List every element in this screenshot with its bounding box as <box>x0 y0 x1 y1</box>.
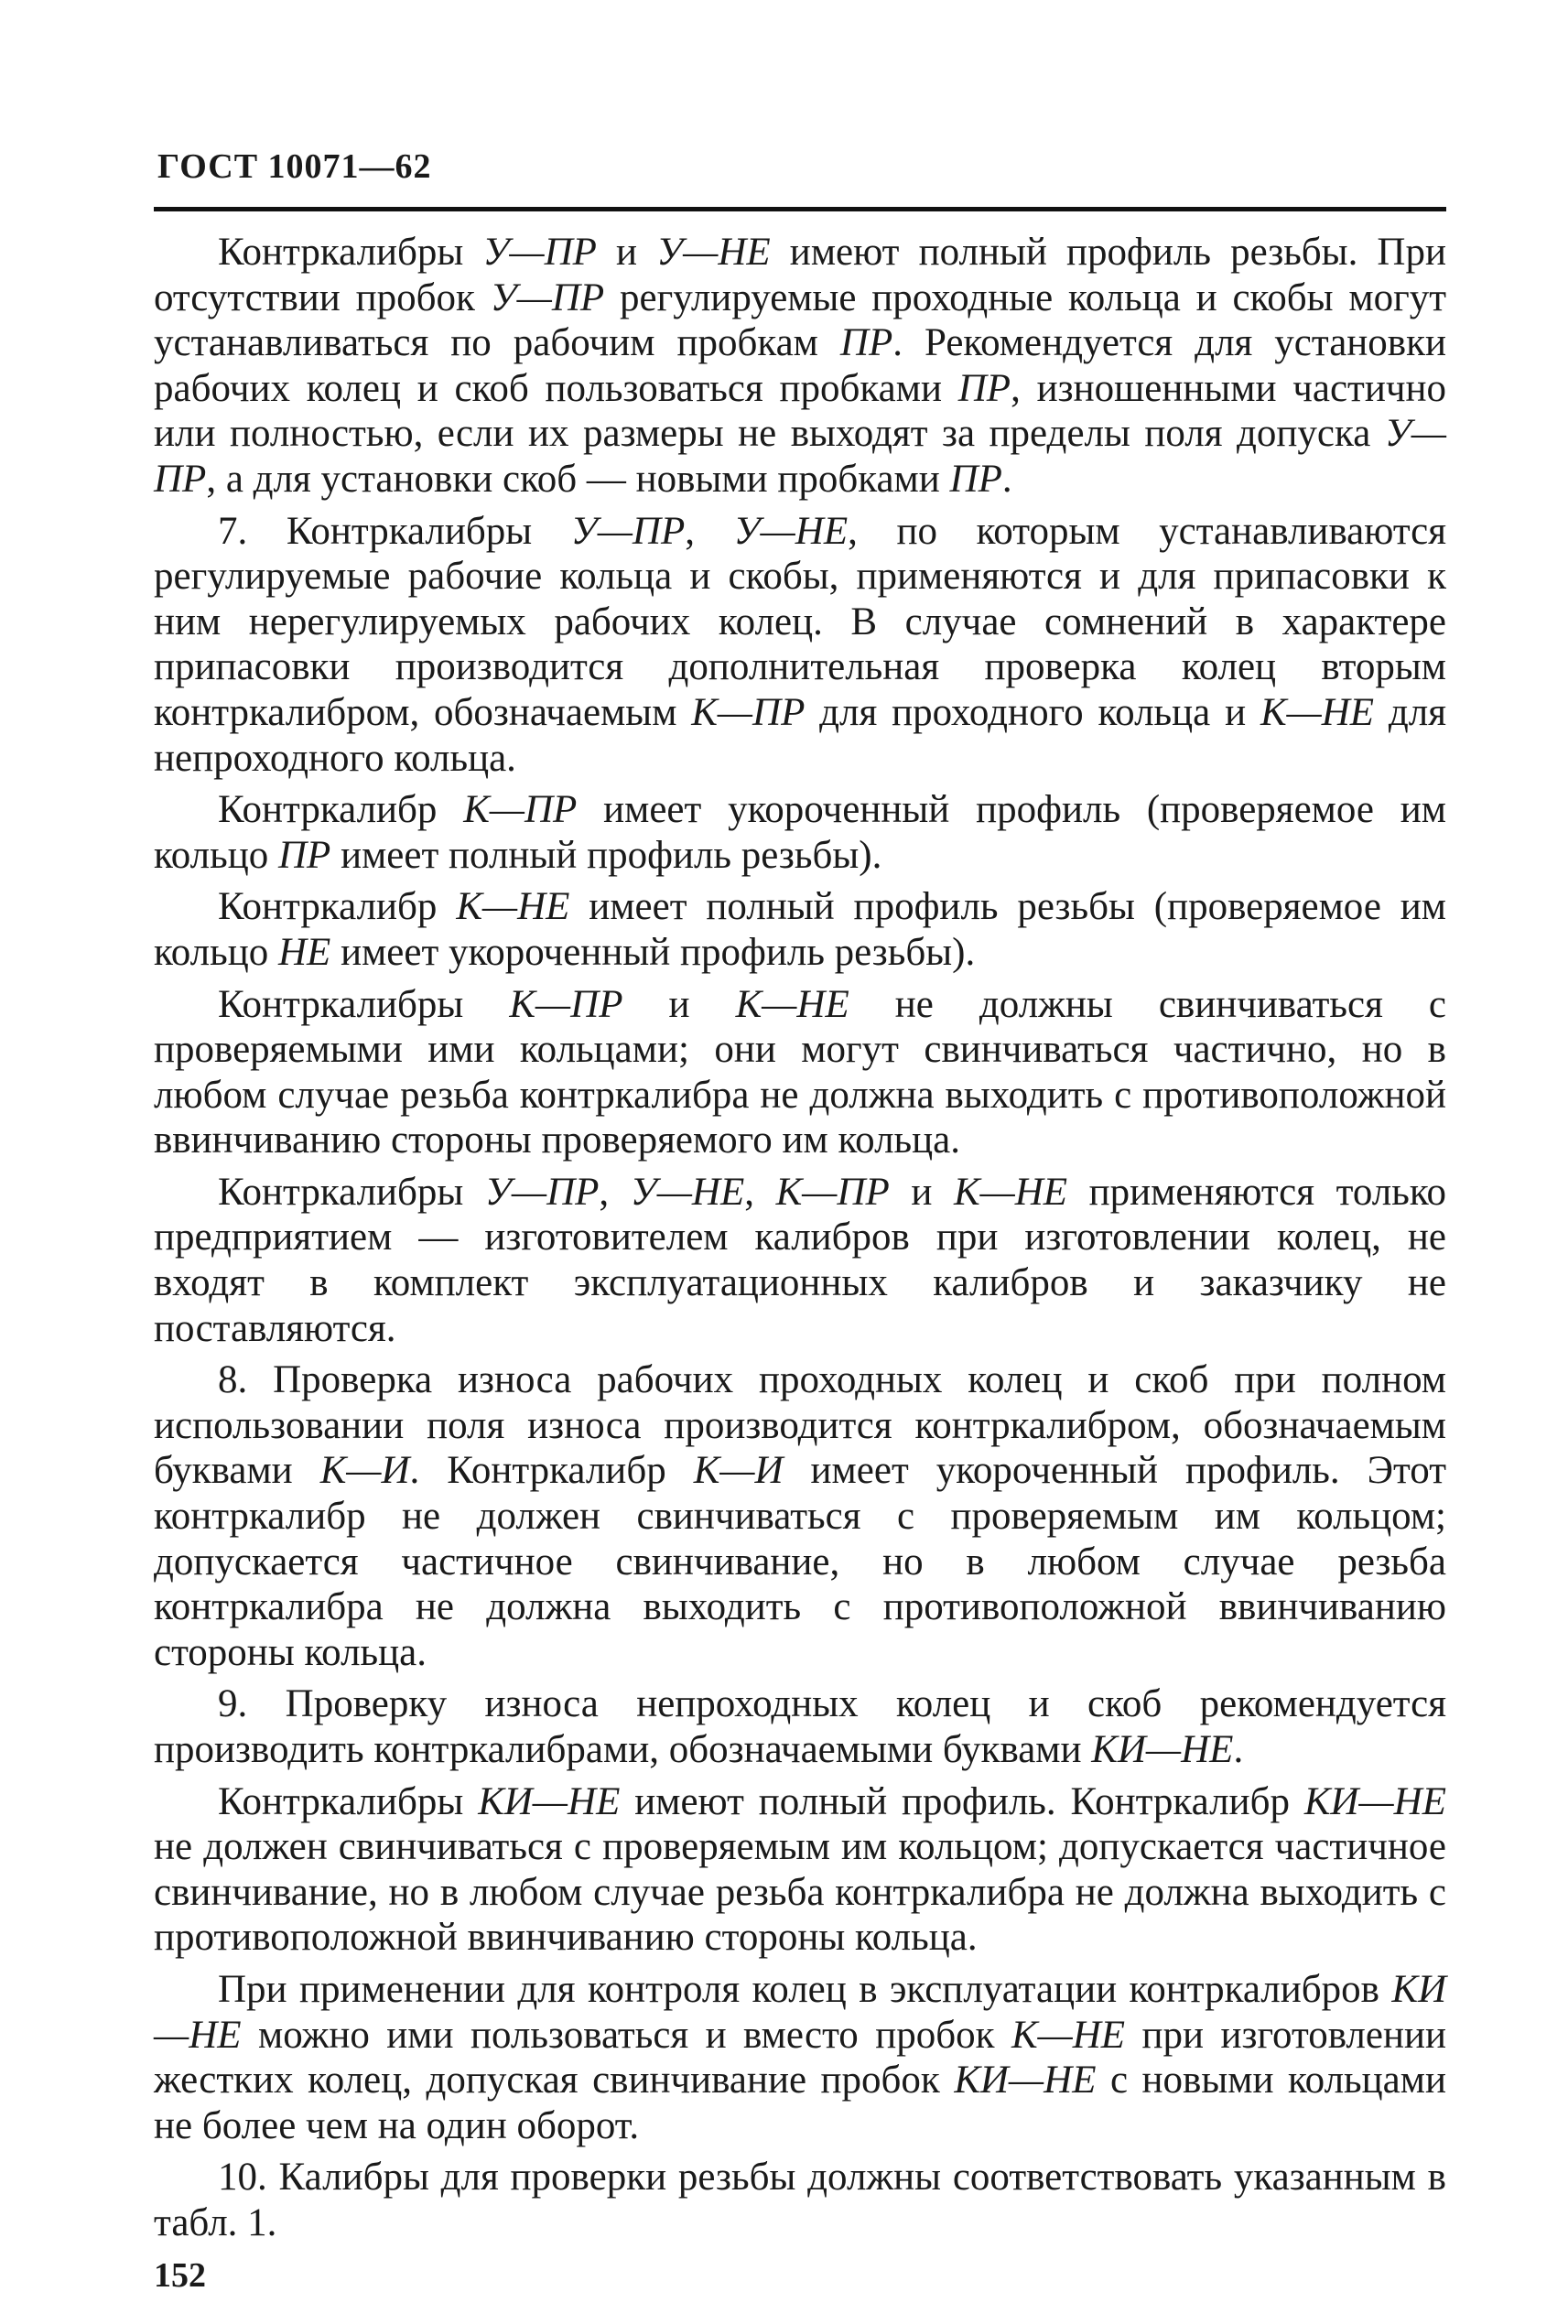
paragraph: Контркалибры К—ПР и К—НЕ не должны свинчиваться с проверяемыми ими кольцами; они могут свинчиваться частично, но в любом случае резьба контркалибра не должна выходить с противоположной ввинчиванию стороны проверяемого им кольца. <box>154 982 1447 1162</box>
document-body <box>154 230 1446 2246</box>
gauge-designation: У—НЕ <box>656 231 771 274</box>
gauge-designation: К—НЕ <box>953 1170 1068 1214</box>
gauge-designation: ПР <box>949 457 1002 501</box>
gauge-designation: КИ—НЕ <box>1303 1779 1446 1823</box>
gauge-designation: У—НЕ <box>630 1170 745 1214</box>
paragraph: 7. Контркалибры У—ПР, У—НЕ, по которым устанавливаются регулируемые рабочие кольца и скобы, применяются и для припасовки к ним нерегулируемых рабочих колец. В случае сомнений в характере припасовки производится дополнительная проверка колец вторым контркалибром, обозначаемым К—ПР для проходного кольца и К—НЕ для непроходного кольца. <box>154 509 1447 780</box>
gauge-designation: ПР <box>277 833 331 877</box>
gauge-designation: НЕ <box>277 930 331 974</box>
gauge-designation: У—ПР <box>154 412 1446 501</box>
gauge-designation: У—НЕ <box>733 509 849 553</box>
paragraph: При применении для контроля колец в эксплуатации контркалибров КИ—НЕ можно ими пользоваться и вместо пробок К—НЕ при изготовлении жестких колец, допуская свинчивание пробок КИ—НЕ с новыми кольцами не более чем на один оборот. <box>154 1967 1447 2147</box>
paragraph: 9. Проверку износа непроходных колец и скоб рекомендуется производить контркалибрами, обозначаемыми буквами КИ—НЕ. <box>154 1682 1446 1771</box>
gauge-designation: К—ПР <box>775 1170 890 1214</box>
gauge-designation: У—ПР <box>490 276 605 319</box>
page-number: 152 <box>154 2255 206 2295</box>
gauge-designation: КИ—НЕ <box>954 2059 1097 2102</box>
gauge-designation: КИ—НЕ <box>154 1967 1446 2057</box>
gauge-designation: КИ—НЕ <box>1091 1728 1234 1771</box>
gauge-designation: К—ПР <box>509 982 623 1026</box>
paragraph: 10. Калибры для проверки резьбы должны соответствовать указанным в табл. 1. <box>154 2156 1446 2244</box>
gauge-designation: ПР <box>957 366 1011 410</box>
gauge-designation: К—И <box>693 1449 784 1493</box>
paragraph: Контркалибры У—ПР, У—НЕ, К—ПР и К—НЕ применяются только предприятием — изготовителем калибров при изготовлении колец, не входят в комплект эксплуатационных калибров и заказчику не поставляются. <box>154 1170 1447 1350</box>
gauge-designation: К—НЕ <box>456 885 570 929</box>
gauge-designation: ПР <box>839 321 893 365</box>
gauge-designation: К—НЕ <box>735 982 849 1026</box>
gauge-designation: КИ—НЕ <box>478 1779 621 1823</box>
gauge-designation: К—НЕ <box>1260 690 1375 734</box>
gauge-designation: К—ПР <box>463 788 578 832</box>
header-divider <box>154 207 1446 211</box>
gauge-designation: У—ПР <box>570 509 686 553</box>
gauge-designation: У—ПР <box>482 231 597 274</box>
gauge-designation: К—НЕ <box>1011 2013 1126 2057</box>
paragraph: Контркалибр К—ПР имеет укороченный профиль (проверяемое им кольцо ПР имеет полный профиль резьбы). <box>154 788 1447 877</box>
paragraph: Контркалибры КИ—НЕ имеют полный профиль. Контркалибр КИ—НЕ не должен свинчиваться с проверяемым им кольцом; допускается частичное свинчивание, но в любом случае резьба контркалибра не должна выходить с противоположной ввинчиванию стороны кольца. <box>154 1779 1446 1960</box>
gauge-designation: К—И <box>319 1449 410 1493</box>
paragraph: Контркалибр К—НЕ имеет полный профиль резьбы (проверяемое им кольцо НЕ имеет укороченный профиль резьбы). <box>154 885 1447 974</box>
gauge-designation: К—ПР <box>691 690 806 734</box>
page-header-title: ГОСТ 10071—62 <box>157 147 432 186</box>
gauge-designation: У—ПР <box>484 1170 600 1214</box>
document-page <box>154 146 1446 2296</box>
paragraph: 8. Проверка износа рабочих проходных колец и скоб при полном использовании поля износа производится контркалибром, обозначаемым буквами К—И. Контркалибр К—И имеет укороченный профиль. Этот контркалибр не должен свинчиваться с проверяемым им кольцом; допускается частичное свинчивание, но в любом случае резьба контркалибра не должна выходить с противоположной ввинчиванию стороны кольца. <box>154 1358 1446 1674</box>
paragraph: Контркалибры У—ПР и У—НЕ имеют полный профиль резьбы. При отсутствии пробок У—ПР регулируемые проходные кольца и скобы могут устанавливаться по рабочим пробкам ПР. Рекомендуется для установки рабочих колец и скоб пользоваться пробками ПР, изношенными частично или полностью, если их размеры не выходят за пределы поля допуска У—ПР, а для установки скоб — новыми пробками ПР. <box>154 231 1447 501</box>
